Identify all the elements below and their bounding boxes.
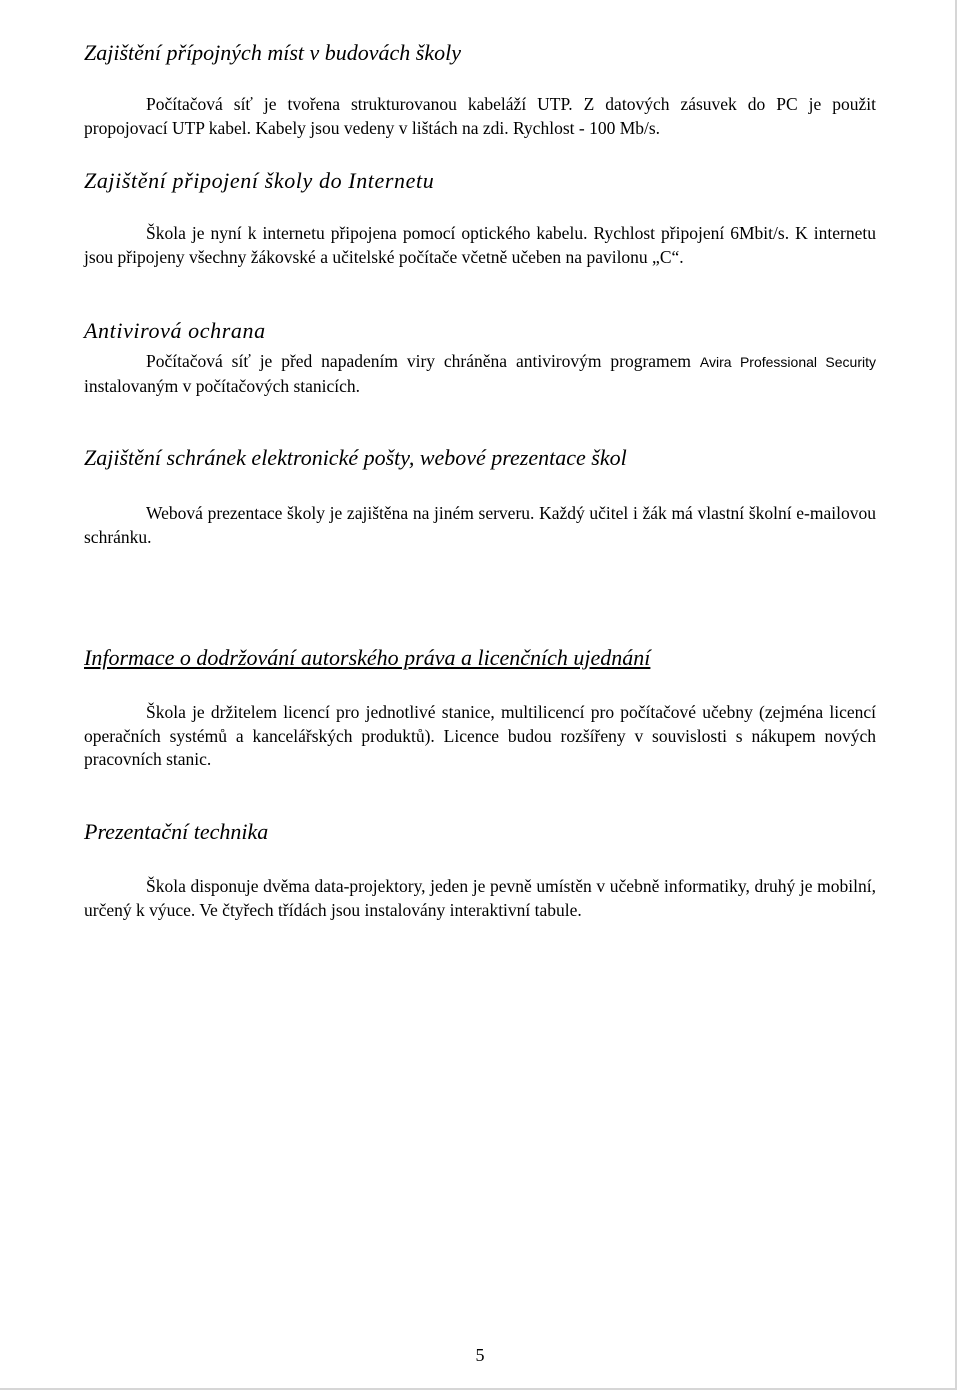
section-heading-presentation: Prezentační technika: [84, 819, 269, 844]
section-heading-antivirus: Antivirová ochrana: [84, 318, 266, 343]
section-heading-internet: Zajištění připojení školy do Internetu: [84, 168, 435, 193]
page-number: 5: [475, 1345, 485, 1365]
section-text-presentation: Škola disponuje dvěma data-projektory, jeden je pevně umístěn v učebně informatiky, druhý je mobilní, určený k výuce. Ve čtyřech třídách jsou instalovány interaktivní tabule.: [84, 876, 876, 920]
section-heading-copyright: Informace o dodržování autorského práva a licenčních ujednání: [84, 645, 651, 670]
section-heading-network-points: Zajištění přípojných míst v budovách školy: [84, 40, 461, 65]
section-text-email-web: Webová prezentace školy je zajištěna na jiném serveru. Každý učitel i žák má vlastní školní e-mailovou schránku.: [84, 503, 876, 547]
section-text-antivirus: Počítačová síť je před napadením viry chráněna antivirovým programem Avira Professional Security instalovaným v počítačových stanicích.: [84, 351, 876, 396]
section-text-internet: Škola je nyní k internetu připojena pomocí optického kabelu. Rychlost připojení 6Mbit/s. K internetu jsou připojeny všechny žákovské a učitelské počítače včetně učeben na pavilonu „C“.: [84, 223, 876, 267]
section-text-copyright: Škola je držitelem licencí pro jednotlivé stanice, multilicencí pro počítačové učebny (zejména licencí operačních systémů a kancelářských produktů). Licence budou rozšířeny v souvislosti s nákupem nových pracovních stanic.: [84, 702, 876, 769]
section-heading-email-web: Zajištění schránek elektronické pošty, webové prezentace škol: [84, 445, 627, 470]
antivirus-product-name: Avira Professional Security: [699, 354, 876, 370]
section-text-network-points: Počítačová síť je tvořena strukturovanou kabeláží UTP. Z datových zásuvek do PC je použit propojovací UTP kabel. Kabely jsou vedeny v lištách na zdi. Rychlost - 100 Mb/s.: [84, 94, 876, 138]
